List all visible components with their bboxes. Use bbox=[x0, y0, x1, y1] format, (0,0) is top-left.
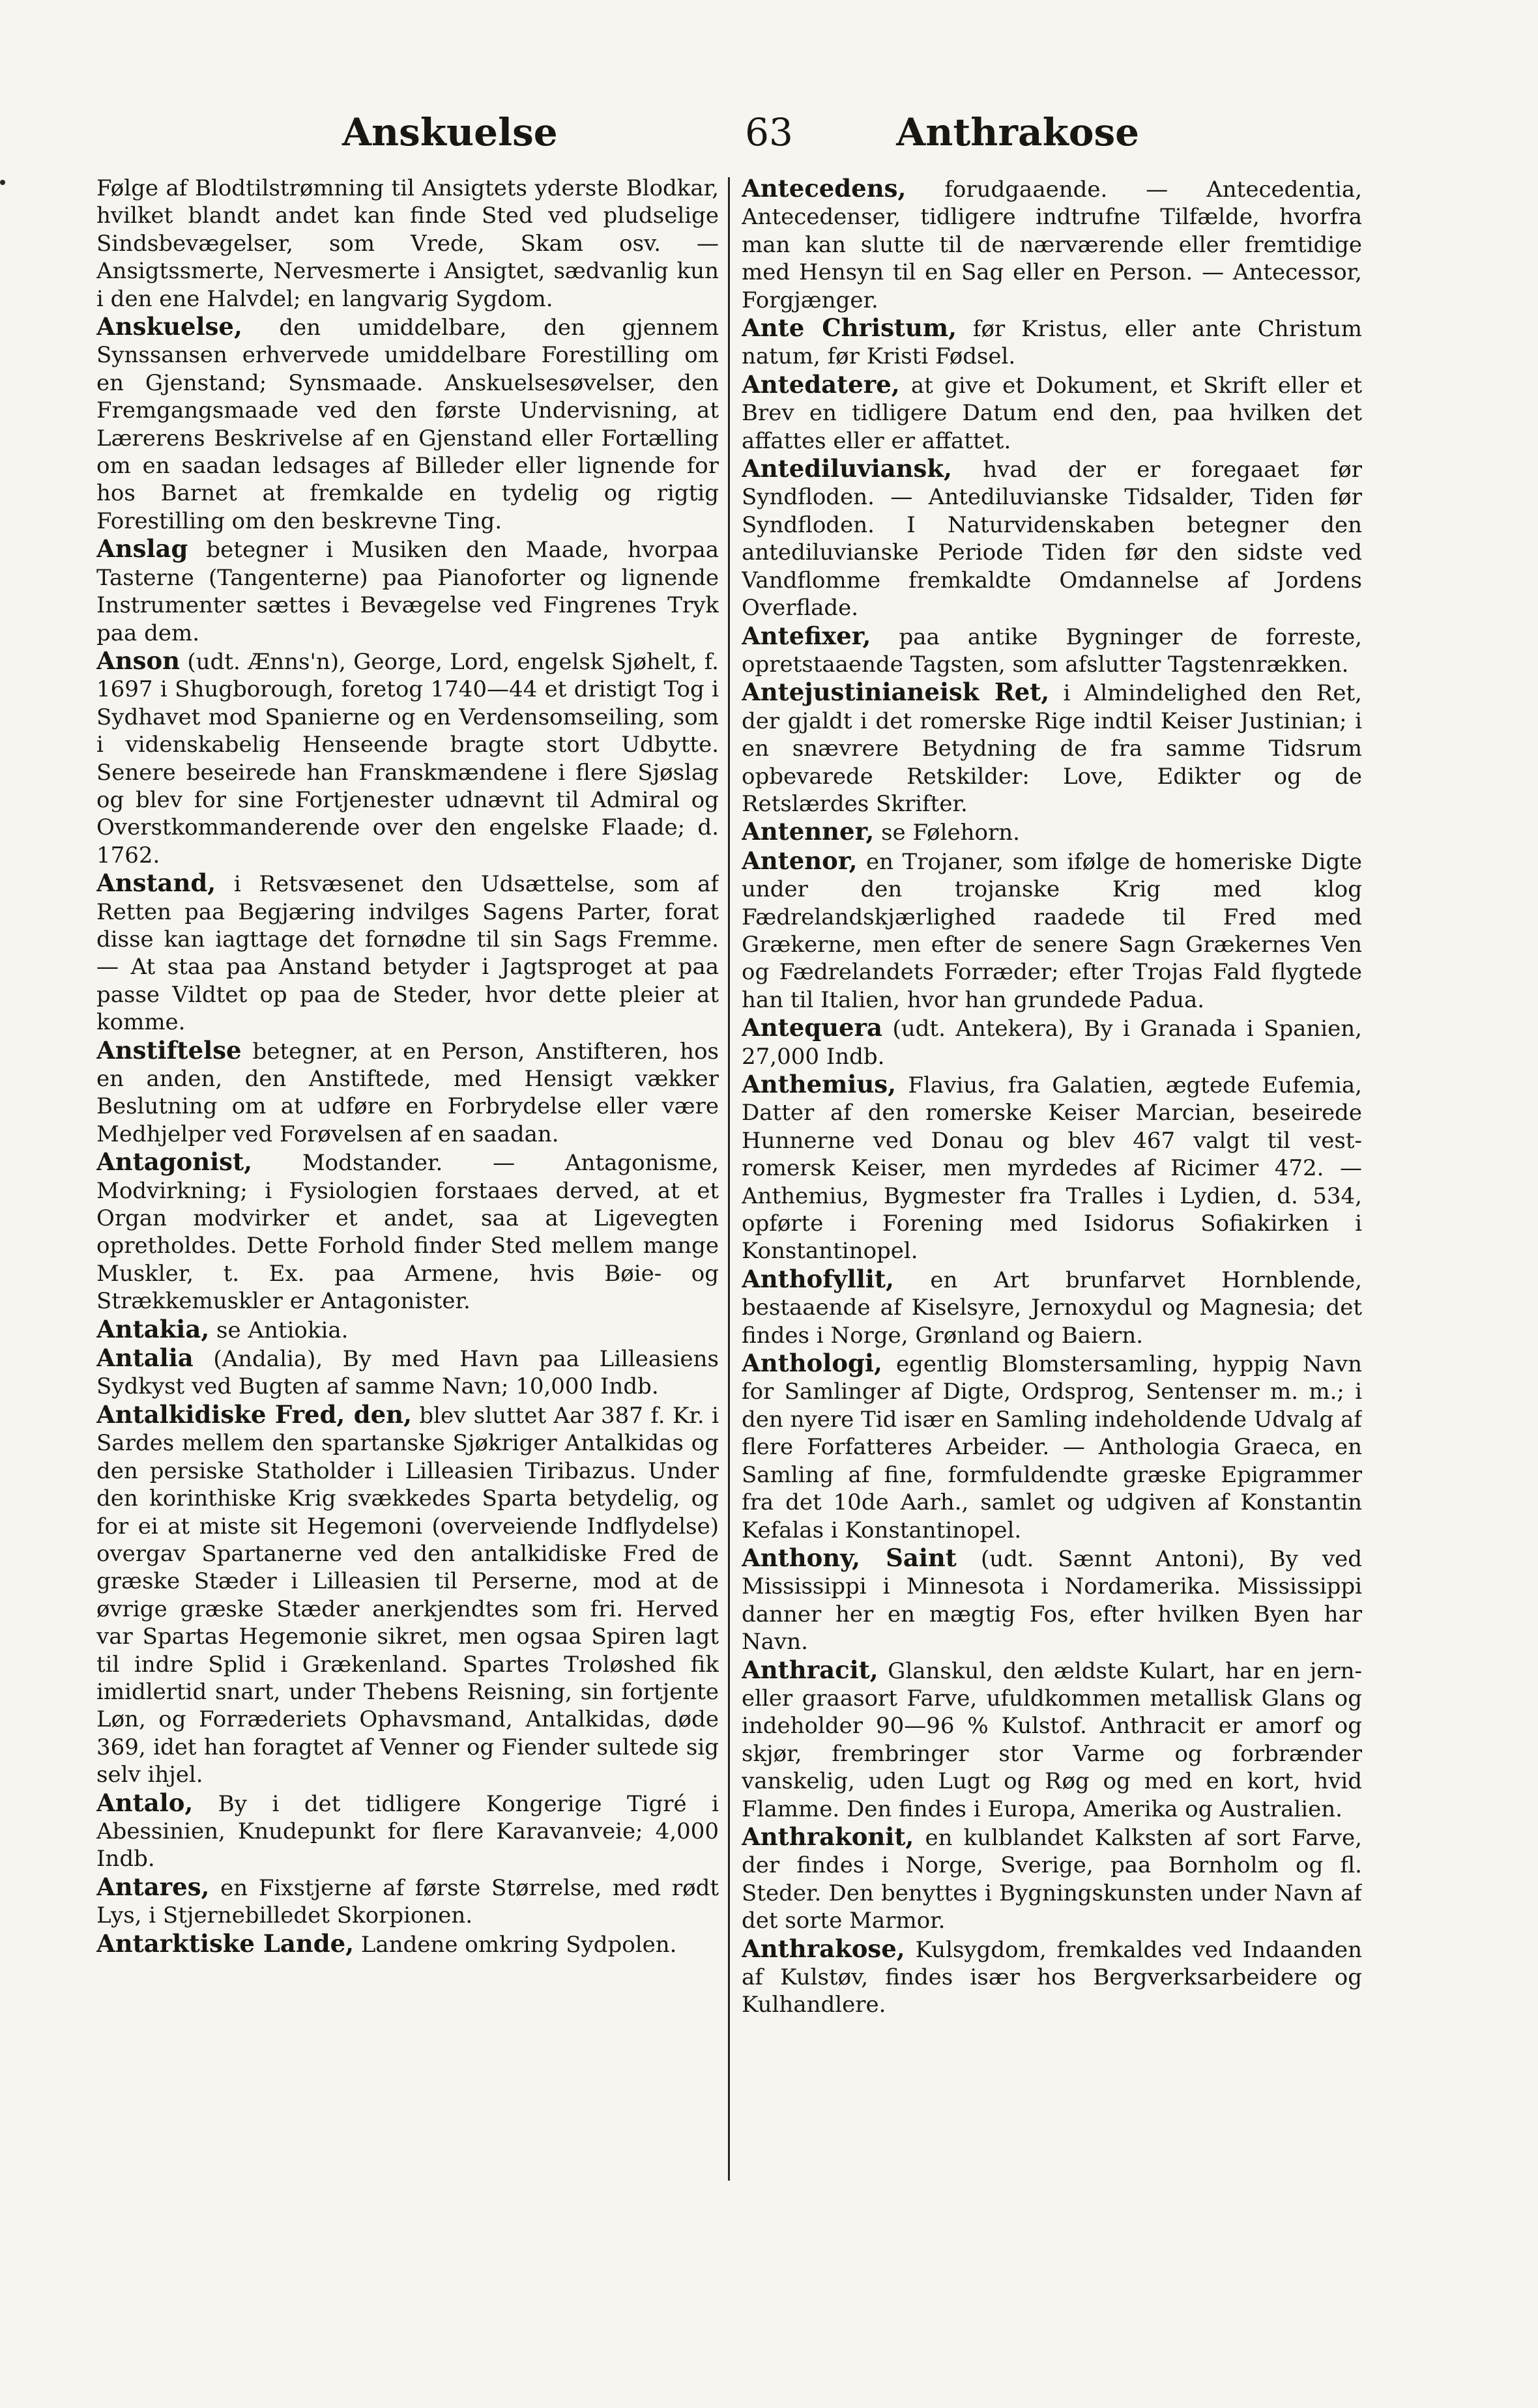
dictionary-entry bbox=[96, 1344, 719, 1401]
entry-text: at give et Dokument, et Skrift eller et Brev en tidligere Datum end den, paa hvilken det affattes eller er affattet. bbox=[742, 372, 1362, 454]
left-entry-list bbox=[96, 313, 719, 1958]
entry-text: en Art brunfarvet Hornblende, bestaaende af Kiselsyre, Jernoxydul og Magnesia; det findes i Norge, Grønland og Baiern. bbox=[742, 1267, 1362, 1349]
entry-headword: Antequera bbox=[742, 1013, 883, 1042]
dictionary-entry bbox=[96, 1873, 719, 1930]
right-column bbox=[742, 175, 1362, 2185]
dictionary-entry bbox=[742, 1014, 1362, 1070]
entry-headword: Anson bbox=[96, 646, 181, 675]
dictionary-entry bbox=[742, 1070, 1362, 1265]
entry-headword: Antecedens, bbox=[742, 175, 907, 203]
dictionary-entry bbox=[96, 869, 719, 1036]
dictionary-entry bbox=[742, 847, 1362, 1014]
dictionary-entry bbox=[96, 1148, 719, 1315]
entry-text: i Retsvæsenet den Udsættelse, som af Retten paa Begjæring indvilges Sagens Parter, forat disse kan iagttage det fornødne til sin Sags Fremme. — At staa paa Anstand betyder i Jagtsproget at paa passe Vildtet op paa de Steder, hvor dette pleier at komme. bbox=[96, 871, 719, 1036]
entry-text: Landene omkring Sydpolen. bbox=[360, 1931, 677, 1958]
entry-headword: Antenner, bbox=[742, 817, 875, 846]
right-entry-list bbox=[742, 175, 1362, 2019]
entry-text: en Fixstjerne af første Størrelse, med rødt Lys, i Stjernebilledet Skorpionen. bbox=[96, 1874, 719, 1929]
margin-mark bbox=[0, 180, 5, 185]
entry-headword: Antenor, bbox=[742, 846, 858, 875]
dictionary-entry bbox=[96, 1930, 719, 1958]
running-head-left: Anskuelse bbox=[342, 110, 558, 154]
entry-headword: Antakia, bbox=[96, 1314, 210, 1343]
entry-text: den umiddelbare, den gjennem Synssansen erhvervede umiddelbare Forestilling om en Gjenstand; Synsmaade. Anskuelsesøvelser, den Fremgangsmaade ved den første Undervisning, at Lærerens Beskrivelse af en Gjenstand eller Fortælling om en saadan ledsages af Billeder eller lignende for hos Barnet at fremkalde en tydelig og rigtig Forestilling om den beskrevne Ting. bbox=[96, 315, 719, 534]
entry-text: Kulsygdom, fremkaldes ved Indaanden af Kulstøv, findes især hos Bergverksarbeidere og Kulhandlere. bbox=[742, 1936, 1362, 2018]
entry-headword: Anthracit, bbox=[742, 1655, 878, 1684]
entry-text: hvad der er foregaaet før Syndfloden. — Antediluvianske Tidsalder, Tiden før Syndfloden. I Naturvidenskaben betegner den antediluvianske Periode Tiden før den sidste ved Vandflomme fremkaldte Omdannelse af Jordens Overflade. bbox=[742, 457, 1362, 622]
entry-headword: Ante Christum, bbox=[742, 313, 957, 343]
dictionary-entry bbox=[96, 647, 719, 869]
left-column bbox=[96, 175, 719, 2185]
entry-text: betegner, at en Person, Anstifteren, hos en anden, den Anstiftede, med Hensigt vækker Beslutning om at udføre en Forbrydelse eller være Medhjelper ved Forøvelsen af en saadan. bbox=[96, 1038, 719, 1147]
entry-text: Glanskul, den ældste Kulart, har en jern- eller graasort Farve, ufuldkommen metallisk Glans og indeholder 90—96 % Kulstof. Anthracit er amorf og skjør, frembringer stor Varme og forbrænder vanskelig, uden Lugt og Røg og med en kort, hvid Flamme. Den findes i Europa, Amerika og Australien. bbox=[742, 1657, 1362, 1822]
entry-headword: Anthologi, bbox=[742, 1349, 882, 1378]
dictionary-entry bbox=[742, 1265, 1362, 1349]
dictionary-entry bbox=[742, 1544, 1362, 1656]
entry-headword: Anthofyllit, bbox=[742, 1264, 894, 1293]
entry-text: By i det tidligere Kongerige Tigré i Abessinien, Knudepunkt for flere Karavanveie; 4,000 Indb. bbox=[96, 1790, 719, 1872]
entry-headword: Antarktiske Lande, bbox=[96, 1928, 355, 1958]
entry-headword: Anthrakose, bbox=[742, 1934, 905, 1963]
dictionary-entry bbox=[742, 455, 1362, 622]
entry-headword: Antefixer, bbox=[742, 621, 871, 650]
entry-text: se Antiokia. bbox=[216, 1317, 349, 1343]
entry-text: paa antike Bygninger de forreste, opretstaaende Tagsten, som afslutter Tagstenrækken. bbox=[742, 624, 1362, 678]
entry-text: en Trojaner, som ifølge de homeriske Digte under den trojanske Krig med klog Fædrelandskjærlighed raadede til Fred med Grækerne, men efter de senere Sagn Grækernes Ven og Fædrelandets Forræder; efter Trojas Fald flygtede han til Italien, hvor han grundede Padua. bbox=[742, 848, 1362, 1013]
entry-text: egentlig Blomstersamling, hyppig Navn for Samlinger af Digte, Ordsprog, Sentenser m. m.; i den nyere Tid især en Samling indeholdende Udvalg af flere Forfatteres Arbeider. — Anthologia Graeca, en Samling af fine, formfuldendte græske Epigrammer fra det 10de Aarh., samlet og udgiven af Konstantin Kefalas i Konstantinopel. bbox=[742, 1351, 1362, 1543]
entry-text: (udt. Ænns'n), George, Lord, engelsk Sjøhelt, f. 1697 i Shugborough, foretog 1740—44 et dristigt Tog i Sydhavet mod Spanierne og en Verdensomseiling, som i videnskabelig Henseende bragte stort Udbytte. Senere beseirede han Franskmændene i flere Sjøslag og blev for sine Fortjenester udnævnt til Admiral og Overstkommanderende over den engelske Flaade; d. 1762. bbox=[96, 648, 719, 868]
entry-text: Flavius, fra Galatien, ægtede Eufemia, Datter af den romerske Keiser Marcian, beseirede Hunnerne ved Donau og blev 467 valgt til vest-romersk Keiser, men myrdedes af Ricimer 472. — Anthemius, Bygmester fra Tralles i Lydien, d. 534, opførte i Forening med Isidorus Sofiakirken i Konstantinopel. bbox=[742, 1072, 1362, 1265]
entry-text: i Almindelighed den Ret, der gjaldt i det romerske Rige indtil Keiser Justinian; i en snævrere Betydning de fra samme Tidsrum opbevarede Retskilder: Love, Edikter og de Retslærdes Skrifter. bbox=[742, 680, 1362, 817]
entry-text: før Kristus, eller ante Christum natum, før Kristi Fødsel. bbox=[742, 316, 1362, 370]
entry-text: (Andalia), By med Havn paa Lilleasiens Sydkyst ved Bugten af samme Navn; 10,000 Indb. bbox=[96, 1346, 719, 1400]
dictionary-entry bbox=[742, 1935, 1362, 2019]
entry-headword: Antejustinianeisk Ret, bbox=[742, 678, 1050, 707]
dictionary-entry bbox=[96, 535, 719, 647]
dictionary-entry bbox=[742, 175, 1362, 314]
entry-headword: Anskuelse, bbox=[96, 312, 242, 341]
dictionary-entry bbox=[742, 678, 1362, 818]
entry-headword: Antagonist, bbox=[96, 1147, 252, 1177]
entry-text: forudgaaende. — Antecedentia, Antecedenser, tidligere indtrufne Tilfælde, hvorfra man kan slutte til de nærværende eller fremtidige med Hensyn til en Sag eller en Person. — Antecessor, Forgjænger. bbox=[742, 177, 1362, 313]
entry-headword: Antedatere, bbox=[742, 369, 900, 399]
dictionary-entry bbox=[96, 1315, 719, 1344]
entry-headword: Antediluviansk, bbox=[742, 454, 952, 483]
entry-headword: Antalia bbox=[96, 1343, 194, 1373]
dictionary-entry bbox=[96, 1037, 719, 1149]
running-head-right: Anthrakose bbox=[896, 110, 1139, 154]
entry-headword: Anthrakonit, bbox=[742, 1822, 914, 1851]
entry-headword: Anstand, bbox=[96, 868, 216, 898]
entry-headword: Anthemius, bbox=[742, 1070, 896, 1098]
dictionary-entry bbox=[742, 1349, 1362, 1544]
dictionary-entry bbox=[96, 1789, 719, 1873]
dictionary-entry bbox=[742, 314, 1362, 371]
entry-text: blev sluttet Aar 387 f. Kr. i Sardes mellem den spartanske Sjøkriger Antalkidas og den persiske Statholder i Lilleasien Tiribazus. Under den korinthiske Krig svækkedes Sparta betydelig, og for ei at miste sit Hegemoni (overveiende Indflydelse) overgav Spartanerne ved den antalkidiske Fred de græske Stæder i Lilleasien til Perserne, mod at de øvrige græske Stæder anerkjendtes som fri. Herved var Spartas Hegemonie sikret, men ogsaa Spiren lagt til indre Splid i Grækenland. Spartes Troløshed fik imidlertid snart, under Thebens Reisning, sin fortjente Løn, og Forræderiets Ophavsmand, Antalkidas, døde 369, idet han foragtet af Venner og Fiender sultede sig selv ihjel. bbox=[96, 1402, 719, 1788]
entry-headword: Anthony, Saint bbox=[742, 1543, 957, 1572]
page-header bbox=[0, 109, 1538, 155]
entry-text: betegner i Musiken den Maade, hvorpaa Tasterne (Tangenterne) paa Pianoforter og lignende Instrumenter sættes i Bevægelse ved Fingrenes Tryk paa dem. bbox=[96, 537, 719, 646]
dictionary-entry bbox=[96, 1401, 719, 1789]
continued-entry: Følge af Blodtilstrømning til Ansigtets yderste Blodkar, hvilket blandt andet kan finde Sted ved pludselige Sindsbevægelser, som Vrede, Skam osv. — Ansigtssmerte, Nervesmerte i Ansigtet, sædvanlig kun i den ene Halvdel; en langvarig Sygdom. bbox=[96, 175, 719, 312]
dictionary-entry bbox=[96, 313, 719, 535]
dictionary-entry bbox=[742, 622, 1362, 679]
dictionary-entry bbox=[742, 1823, 1362, 1935]
entry-text: (udt. Sænnt Antoni), By ved Mississippi i Minnesota i Nordamerika. Mississippi danner her en mægtig Fos, efter hvilken Byen har Navn. bbox=[742, 1545, 1362, 1656]
entry-headword: Anslag bbox=[96, 534, 188, 564]
page-number: 63 bbox=[745, 110, 793, 154]
dictionary-entry bbox=[742, 818, 1362, 846]
dictionary-entry bbox=[742, 371, 1362, 455]
entry-text: en kulblandet Kalksten af sort Farve, der findes i Norge, Sverige, paa Bornholm og fl. Steder. Den benyttes i Bygningskunsten under Navn af det sorte Marmor. bbox=[742, 1824, 1362, 1934]
entry-text: se Følehorn. bbox=[881, 820, 1020, 846]
entry-headword: Antalo, bbox=[96, 1788, 194, 1817]
entry-headword: Antares, bbox=[96, 1872, 210, 1901]
dictionary-entry bbox=[742, 1656, 1362, 1823]
entry-headword: Antalkidiske Fred, den, bbox=[96, 1399, 412, 1429]
column-divider bbox=[728, 177, 730, 2181]
entry-text: Modstander. — Antagonisme, Modvirkning; i Fysiologien forstaaes derved, at et Organ modvirker et andet, saa at Ligevegten opretholdes. Dette Forhold finder Sted mellem mange Muskler, t. Ex. paa Armene, hvis Bøie- og Strækkemuskler er Antagonister. bbox=[96, 1150, 719, 1315]
entry-headword: Anstiftelse bbox=[96, 1035, 242, 1065]
entry-text: (udt. Antekera), By i Granada i Spanien, 27,000 Indb. bbox=[742, 1016, 1362, 1070]
